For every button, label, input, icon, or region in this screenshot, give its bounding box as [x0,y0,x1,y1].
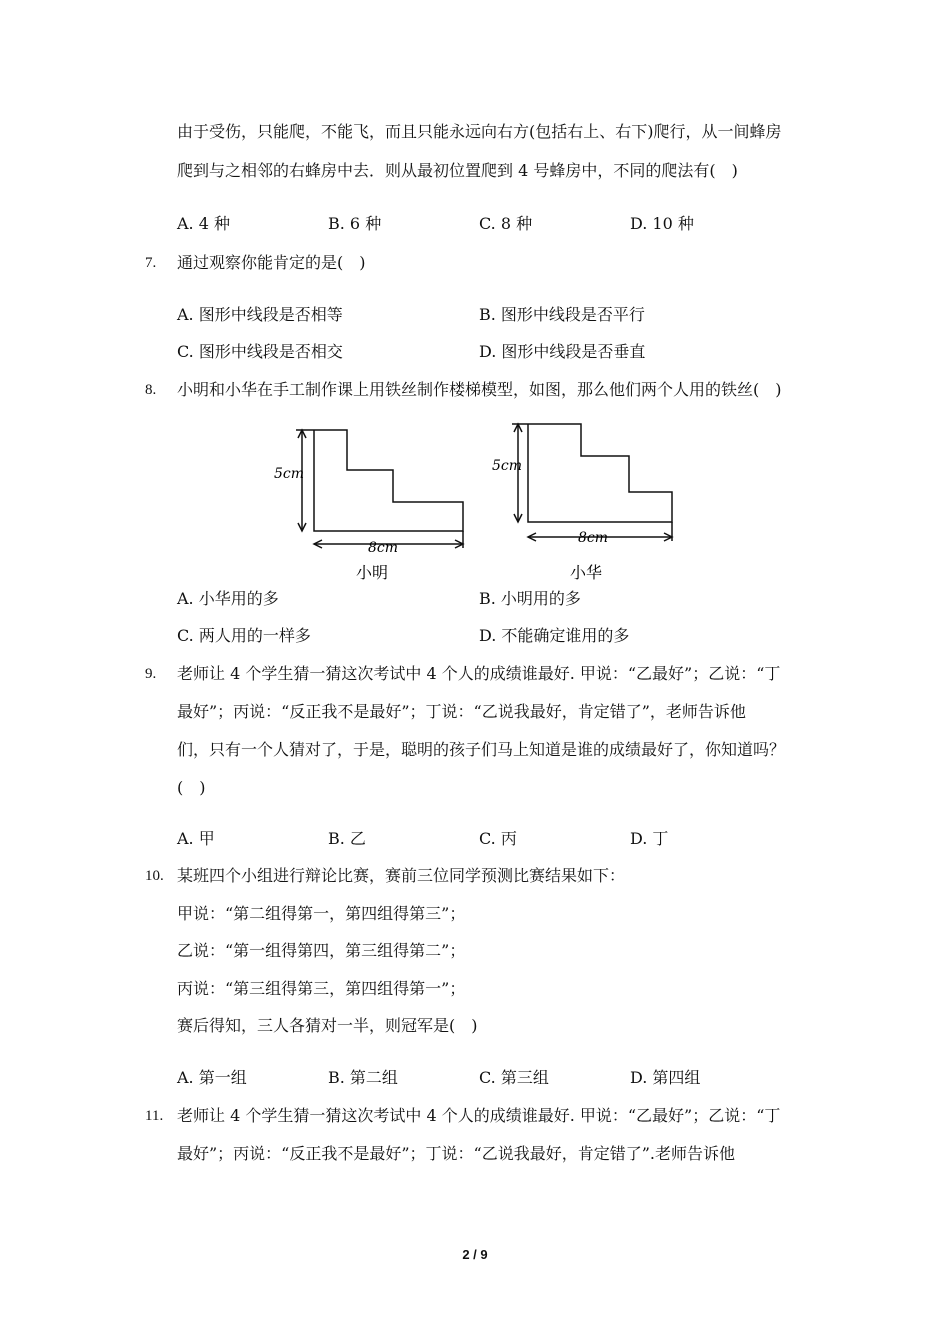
q7-number: 7. [145,255,157,271]
q6-option-d: D. 10 种 [630,214,694,233]
q9-option-d: D. 丁 [630,829,669,848]
xiaohua-caption: 小华 [570,563,603,582]
q10-line-4: 丙说：“第三组得第三，第四组得第一”； [177,979,466,998]
xiaohua-staircase [512,424,672,541]
xiaoming-caption: 小明 [356,563,389,582]
q10-option-c: C. 第三组 [479,1068,549,1087]
page-number: 2 / 9 [462,1247,488,1262]
q9-line-4: ( ) [177,778,206,797]
q9-number: 9. [145,666,157,682]
q10-line-1: 某班四个小组进行辩论比赛，赛前三位同学预测比赛结果如下： [177,866,626,885]
q9-line-1: 老师让 4 个学生猜一猜这次考试中 4 个人的成绩谁最好. 甲说：“乙最好”；乙说：“丁 [177,664,781,683]
q10-line-2: 甲说：“第二组得第一，第四组得第三”； [177,904,466,923]
q10-option-d: D. 第四组 [630,1068,701,1087]
q9-option-b: B. 乙 [328,829,366,848]
q7-text: 通过观察你能肯定的是( ) [177,253,366,272]
q8-option-b: B. 小明用的多 [479,589,581,608]
q6-option-a: A. 4 种 [177,214,230,233]
q10-line-5: 赛后得知，三人各猜对一半，则冠军是( ) [177,1016,478,1035]
q8-text: 小明和小华在手工制作课上用铁丝制作楼梯模型，如图，那么他们两个人用的铁丝( ) [177,380,782,399]
q6-option-c: C. 8 种 [479,214,533,233]
q6-option-b: B. 6 种 [328,214,382,233]
q9-option-a: A. 甲 [177,829,215,848]
q7-option-c: C. 图形中线段是否相交 [177,342,343,361]
q7-option-d: D. 图形中线段是否垂直 [479,342,646,361]
q9-line-3: 们，只有一个人猜对了，于是，聪明的孩子们马上知道是谁的成绩最好了，你知道吗？ [177,740,786,759]
q11-number: 11. [145,1108,164,1124]
q6-line-1: 由于受伤，只能爬，不能飞，而且只能永远向右方(包括右上、右下)爬行，从一间蜂房 [177,122,782,141]
xiaoming-height-label: 5cm [274,466,305,482]
q11-line-1: 老师让 4 个学生猜一猜这次考试中 4 个人的成绩谁最好. 甲说：“乙最好”；乙说：“丁 [177,1106,781,1125]
q8-option-d: D. 不能确定谁用的多 [479,626,630,645]
q8-staircase-figure [270,420,690,590]
q11-line-2: 最好”；丙说：“反正我不是最好”；丁说：“乙说我最好，肯定错了”.老师告诉他 [177,1144,735,1163]
q10-option-b: B. 第二组 [328,1068,398,1087]
q9-line-2: 最好”；丙说：“反正我不是最好”；丁说：“乙说我最好，肯定错了”，老师告诉他 [177,702,746,721]
q7-option-a: A. 图形中线段是否相等 [177,305,343,324]
q8-option-a: A. 小华用的多 [177,589,279,608]
xiaoming-width-label: 8cm [368,540,399,556]
xiaoming-staircase-outline [314,430,463,531]
q10-number: 10. [145,868,164,884]
q10-option-a: A. 第一组 [177,1068,247,1087]
q9-option-c: C. 丙 [479,829,517,848]
xiaohua-staircase-outline [528,424,672,522]
q7-option-b: B. 图形中线段是否平行 [479,305,645,324]
q8-option-c: C. 两人用的一样多 [177,626,311,645]
q6-line-2: 爬到与之相邻的右蜂房中去．则从最初位置爬到 4 号蜂房中，不同的爬法有( ) [177,161,738,180]
xiaohua-width-label: 8cm [578,530,609,546]
q10-line-3: 乙说：“第一组得第四，第三组得第二”； [177,941,466,960]
xiaoming-staircase [296,430,463,548]
xiaohua-height-label: 5cm [492,458,523,474]
q8-number: 8. [145,382,157,398]
